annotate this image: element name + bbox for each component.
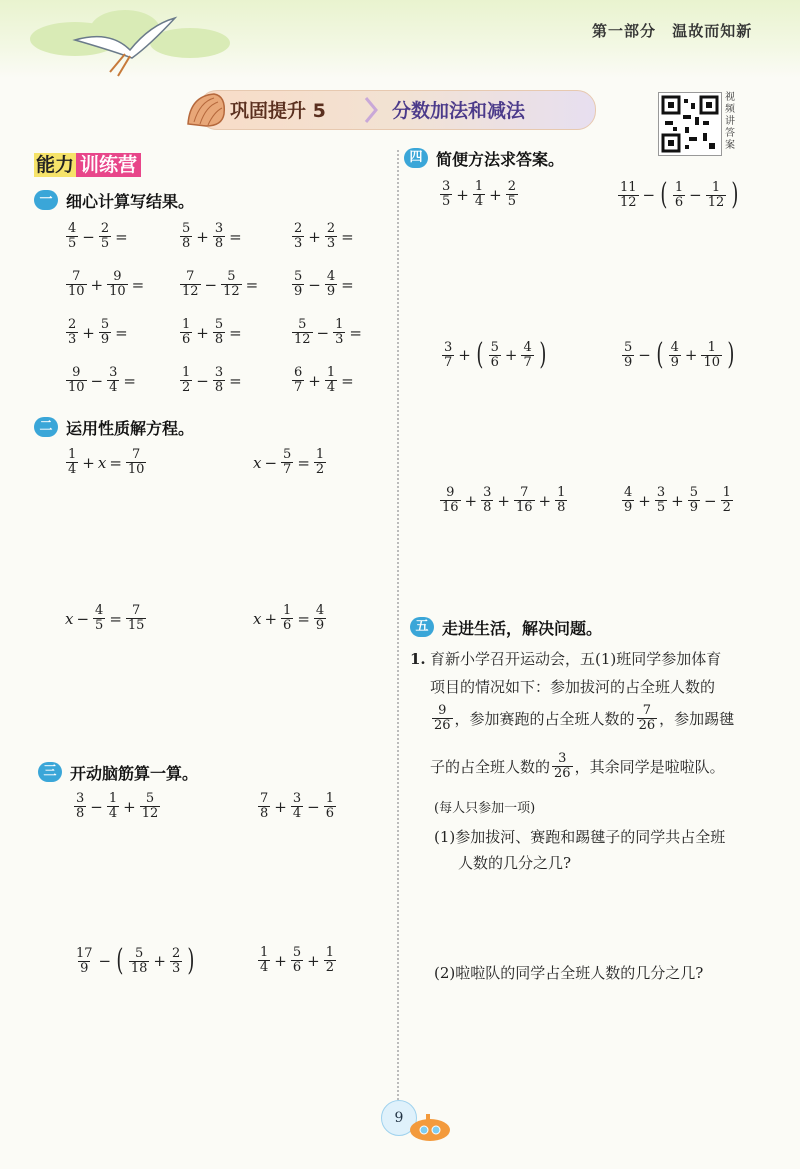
section-2-title: 运用性质解方程。 (66, 419, 195, 438)
section-4-icon: 四 (404, 148, 428, 168)
submarine-icon (406, 1110, 454, 1144)
camp-label-b: 训练营 (76, 153, 141, 177)
problem-note: (每人只参加一项) (434, 801, 536, 816)
problem-line-2: 项目的情况如下：参加拔河的占全班人数的 (430, 678, 716, 696)
question-1-line-1: (1)参加拔河、赛跑和踢毽子的同学共占全班 (434, 828, 726, 846)
equation-1: 1 4 + x = $\frac{7}{10}$ (68, 447, 145, 477)
equation-2: x − $\frac{5}{7}$ = $\frac{1}{2}$ (253, 447, 325, 477)
problem-line-4-part-b: ，其余同学是啦啦队。 (574, 758, 725, 776)
calc-5: 7 12 − $\frac{5}{12}$ = (182, 269, 259, 299)
calc-9: 5 12 − $\frac{1}{3}$ = (294, 317, 362, 347)
problem-line-3: 9 26 ，参加赛跑的占全班人数的 7 26 ，参加踢毽 (434, 703, 735, 733)
calc-10: 9 10 − $\frac{3}{4}$ = (68, 365, 136, 395)
part-title: 温故而知新 (672, 22, 753, 40)
section-5-title: 走进生活，解决问题。 (442, 619, 603, 638)
calc-4: 7 10 + $\frac{9}{10}$ = (68, 269, 145, 299)
seagull-icon (70, 10, 180, 80)
simplify-1: 3 5 + $\frac{1}{4}$ + $\frac{2}{5}$ (442, 179, 516, 209)
ability-camp-label (34, 150, 141, 178)
simplify-2: 11 12 − ( 1 6 − $\frac{1}{12}$ ) (620, 177, 739, 212)
mixed-calc-2: 7 8 + $\frac{3}{4}$ − $\frac{1}{6}$ (260, 791, 334, 821)
equation-4: x + $\frac{1}{6}$ = $\frac{4}{9}$ (253, 603, 325, 633)
camp-label-a: 能力 (36, 154, 75, 176)
simplify-6: 4 9 + $\frac{3}{5}$ + $\frac{5}{9}$ − $\frac{1}{2}$ (624, 485, 731, 515)
section-2-icon: 二 (34, 417, 58, 437)
calc-11: 1 2 − $\frac{3}{8}$ = (182, 365, 242, 395)
calc-7: 2 3 + $\frac{5}{9}$ = (68, 317, 128, 347)
section-4-title: 简便方法求答案。 (436, 150, 565, 169)
equation-3: x − $\frac{4}{5}$ = $\frac{7}{15}$ (65, 603, 145, 633)
question-2: (2)啦啦队的同学占全班人数的几分之几? (434, 964, 704, 982)
calc-8: 1 6 + $\frac{5}{8}$ = (182, 317, 242, 347)
problem-line-3-part-a: ，参加赛跑的占全班人数的 (454, 710, 635, 728)
calc-3: 2 3 + $\frac{2}{3}$ = (294, 221, 354, 251)
section-3-icon: 三 (38, 762, 62, 782)
simplify-4: 5 9 − ( 4 9 + $\frac{1}{10}$ ) (624, 337, 735, 372)
section-1-icon: 一 (34, 190, 58, 210)
simplify-5: 9 16 + $\frac{3}{8}$ + $\frac{7}{16}$ + $\frac{1}{8}$ (442, 485, 566, 515)
qr-code[interactable] (658, 92, 722, 156)
lesson-title: 分数加法和减法 (392, 100, 526, 122)
page-number: 9 (381, 1100, 417, 1136)
mixed-calc-4: 1 4 + $\frac{5}{6}$ + $\frac{1}{2}$ (260, 945, 334, 975)
shell-icon (184, 88, 228, 130)
problem-line-3-part-b: ，参加踢毽 (659, 710, 735, 728)
part-number: 第一部分 (592, 22, 657, 40)
section-5-icon: 五 (410, 617, 434, 637)
problem-line-4-part-a: 子的占全班人数的 (430, 758, 551, 776)
problem-line-1: 育新小学召开运动会，五(1)班同学参加体育 (430, 650, 722, 668)
mixed-calc-1: 3 8 − $\frac{1}{4}$ + $\frac{5}{12}$ (76, 791, 159, 821)
problem-number: 1. (410, 650, 426, 668)
calc-6: 5 9 − $\frac{4}{9}$ = (294, 269, 354, 299)
calc-1: 4 5 − $\frac{2}{5}$ = (68, 221, 128, 251)
question-1-line-2: 人数的几分之几? (458, 854, 572, 872)
section-1-title: 细心计算写结果。 (66, 192, 195, 211)
calc-12: 6 7 + $\frac{1}{4}$ = (294, 365, 354, 395)
problem-line-4: 子的占全班人数的 3 26 ，其余同学是啦啦队。 (430, 751, 725, 781)
column-divider (397, 150, 399, 1100)
lesson-label: 巩固提升 5 (230, 100, 326, 122)
calc-2: 5 8 + $\frac{3}{8}$ = (182, 221, 242, 251)
part-label (592, 20, 752, 41)
simplify-3: 3 7 + ( 5 6 + $\frac{4}{7}$ ) (444, 337, 547, 372)
mixed-calc-3: 17 9 − ( 5 18 + $\frac{2}{3}$ ) (76, 943, 195, 978)
section-3-title: 开动脑筋算一算。 (70, 764, 199, 783)
qr-caption: 视频讲答案 (725, 92, 735, 151)
title-separator (364, 96, 378, 124)
